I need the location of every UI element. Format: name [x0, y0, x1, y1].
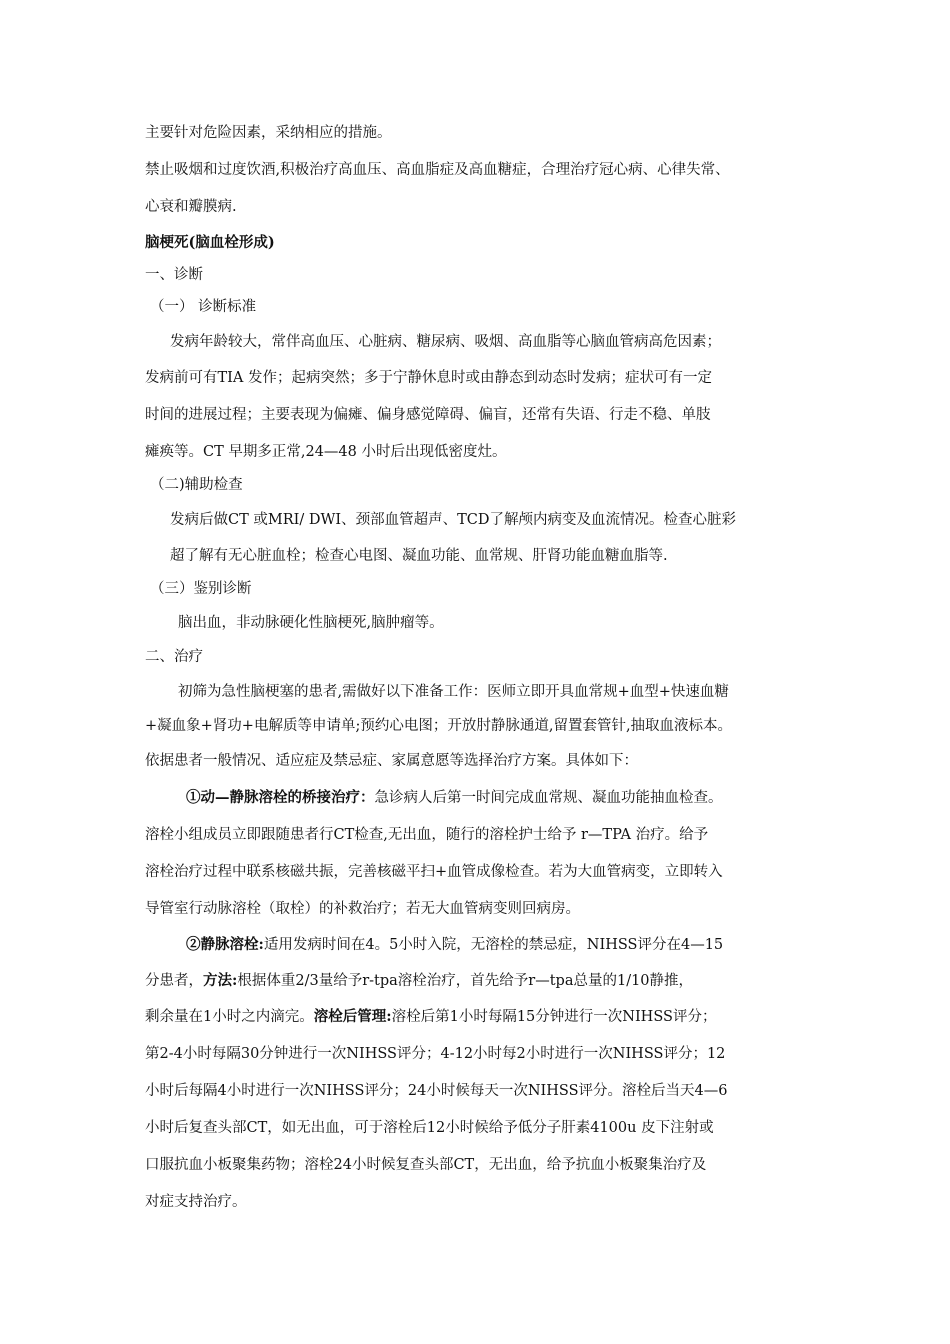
- text-line: 发病年龄较大，常伴高血压、心脏病、糖尿病、吸烟、高血脂等心脑血管病高危因素；: [170, 334, 721, 350]
- text-line: 发病前可有TIA 发作；起病突然；多于宁静休息时或由静态到动态时发病；症状可有一定: [145, 370, 712, 386]
- item2-label: ②静脉溶栓:: [186, 936, 264, 953]
- text-line: +凝血象+肾功+电解质等申请单;预约心电图；开放肘静脉通道,留置套管针,抽取血液标本。: [145, 718, 733, 734]
- text-line: 小时后每隔4小时进行一次NIHSS评分；24小时候每天一次NIHSS评分。溶栓后当天4—6: [145, 1083, 728, 1099]
- post-management-label: 溶栓后管理:: [313, 1008, 392, 1025]
- text-line: 溶栓小组成员立即跟随患者行CT检查,无出血，随行的溶栓护士给予 r—TPA 治疗。给予: [145, 827, 709, 843]
- text-line: 依据患者一般情况、适应症及禁忌症、家属意愿等选择治疗方案。具体如下：: [145, 753, 638, 769]
- item2-text: 适用发病时间在4。5小时入院，无溶栓的禁忌症，NIHSS评分在4—15: [263, 937, 724, 953]
- text-line: 主要针对危险因素，采纳相应的措施。: [145, 125, 392, 141]
- method-prefix: 分患者，: [145, 973, 203, 989]
- text-line: 口服抗血小板聚集药物；溶栓24小时候复查头部CT，无出血，给予抗血小板聚集治疗及: [145, 1157, 707, 1173]
- text-line: 导管室行动脉溶栓（取栓）的补救治疗；若无大血管病变则回病房。: [145, 901, 580, 917]
- criteria-heading: （一） 诊断标准: [150, 299, 257, 315]
- post-prefix: 剩余量在1小时之内滴完。: [145, 1009, 314, 1025]
- text-line: 超了解有无心脏血栓；检查心电图、凝血功能、血常规、肝肾功能血糖血脂等.: [170, 548, 668, 564]
- method-label: 方法:: [203, 972, 238, 989]
- text-line: 第2-4小时每隔30分钟进行一次NIHSS评分；4-12小时每2小时进行一次NIHSS评分；12: [145, 1046, 726, 1062]
- post-management-line: [145, 1007, 716, 1027]
- differential-heading: （三）鉴别诊断: [150, 581, 252, 597]
- text-line: 对症支持治疗。: [145, 1194, 247, 1210]
- text-line: 小时后复查头部CT，如无出血，可于溶栓后12小时候给予低分子肝素4100u 皮下注射或: [145, 1120, 714, 1136]
- text-line: 发病后做CT 或MRI/ DWI、颈部血管超声、TCD了解颅内病变及血流情况。检查心脏彩: [170, 512, 737, 528]
- post-text: 溶栓后第1小时每隔15分钟进行一次NIHSS评分；: [391, 1009, 717, 1025]
- text-line: 初筛为急性脑梗塞的患者,需做好以下准备工作：医师立即开具血常规+血型+快速血糖: [178, 684, 729, 700]
- text-line: 溶栓治疗过程中联系核磁共振，完善核磁平扫+血管成像检查。若为大血管病变，立即转入: [145, 864, 723, 880]
- item1-first-line: [186, 788, 723, 808]
- diagnosis-heading: 一、诊断: [145, 267, 203, 283]
- method-text: 根据体重2/3量给予r-tpa溶栓治疗，首先给予r—tpa总量的1/10静推，: [237, 973, 694, 989]
- section-title: 脑梗死(脑血栓形成): [145, 234, 275, 251]
- text-line: 禁止吸烟和过度饮酒,积极治疗高血压、高血脂症及高血糖症，合理治疗冠心病、心律失常、: [145, 162, 730, 178]
- text-line: 时间的进展过程；主要表现为偏瘫、偏身感觉障碍、偏盲，还常有失语、行走不稳、单肢: [145, 407, 711, 423]
- item1-text: 急诊病人后第一时间完成血常规、凝血功能抽血检查。: [374, 790, 723, 806]
- treatment-heading: 二、治疗: [145, 649, 203, 665]
- method-line: [145, 971, 693, 991]
- text-line: 脑出血，非动脉硬化性脑梗死,脑肿瘤等。: [178, 615, 444, 631]
- text-line: 瘫痪等。CT 早期多正常,24—48 小时后出现低密度灶。: [145, 444, 507, 460]
- item1-label: ①动—静脉溶栓的桥接治疗：: [186, 789, 375, 806]
- auxiliary-heading: （二)辅助检查: [150, 477, 243, 493]
- item2-first-line: [186, 935, 723, 955]
- text-line: 心衰和瓣膜病.: [145, 199, 237, 215]
